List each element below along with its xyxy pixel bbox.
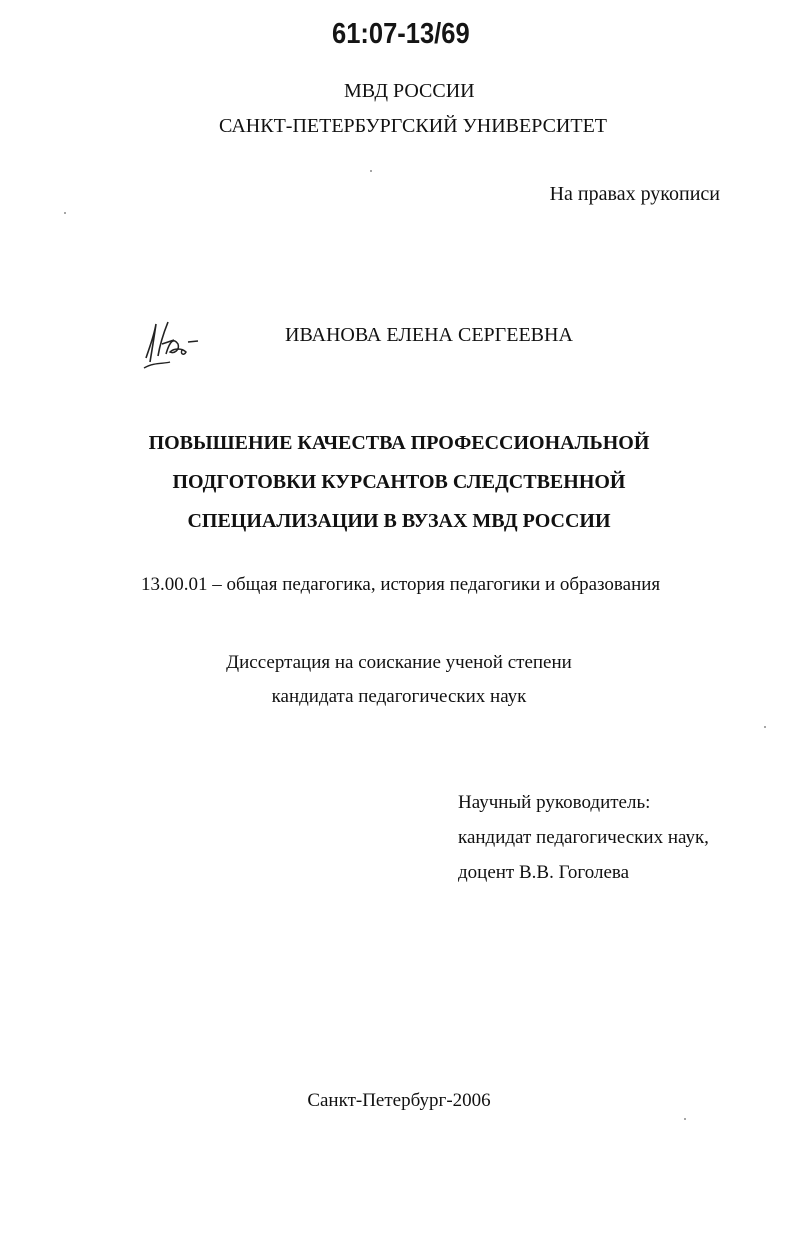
scan-speck [684, 1118, 686, 1120]
signature-icon [140, 318, 202, 374]
city-year: Санкт-Петербург-2006 [307, 1090, 491, 1111]
manuscript-rights-note: На правах рукописи [549, 183, 720, 205]
degree-line: Диссертация на соискание ученой степени [226, 652, 572, 673]
title-line: СПЕЦИАЛИЗАЦИИ В ВУЗАХ МВД РОССИИ [187, 510, 611, 532]
dissertation-title [0, 424, 798, 541]
organization-ministry: МВД РОССИИ [344, 80, 475, 102]
degree-line: кандидата педагогических наук [271, 686, 527, 707]
degree-statement [0, 646, 798, 714]
title-line: ПОДГОТОВКИ КУРСАНТОВ СЛЕДСТВЕННОЙ [172, 471, 626, 493]
specialty-code: 13.00.01 – общая педагогика, история педагогики и образования [141, 574, 661, 595]
title-line: ПОВЫШЕНИЕ КАЧЕСТВА ПРОФЕССИОНАЛЬНОЙ [148, 432, 650, 454]
supervisor-name: доцент В.В. Гоголева [458, 862, 630, 883]
organization-university: САНКТ-ПЕТЕРБУРГСКИЙ УНИВЕРСИТЕТ [219, 115, 607, 137]
supervisor-label: Научный руководитель: [458, 792, 651, 813]
scan-speck [764, 726, 766, 728]
supervisor-degree: кандидат педагогических наук, [458, 827, 709, 848]
author-name: ИВАНОВА ЕЛЕНА СЕРГЕЕВНА [285, 324, 573, 346]
library-stamp-code: 61:07-13/69 [332, 18, 470, 50]
scan-speck [64, 212, 66, 214]
supervisor-block [458, 785, 709, 890]
scan-speck [370, 170, 372, 172]
